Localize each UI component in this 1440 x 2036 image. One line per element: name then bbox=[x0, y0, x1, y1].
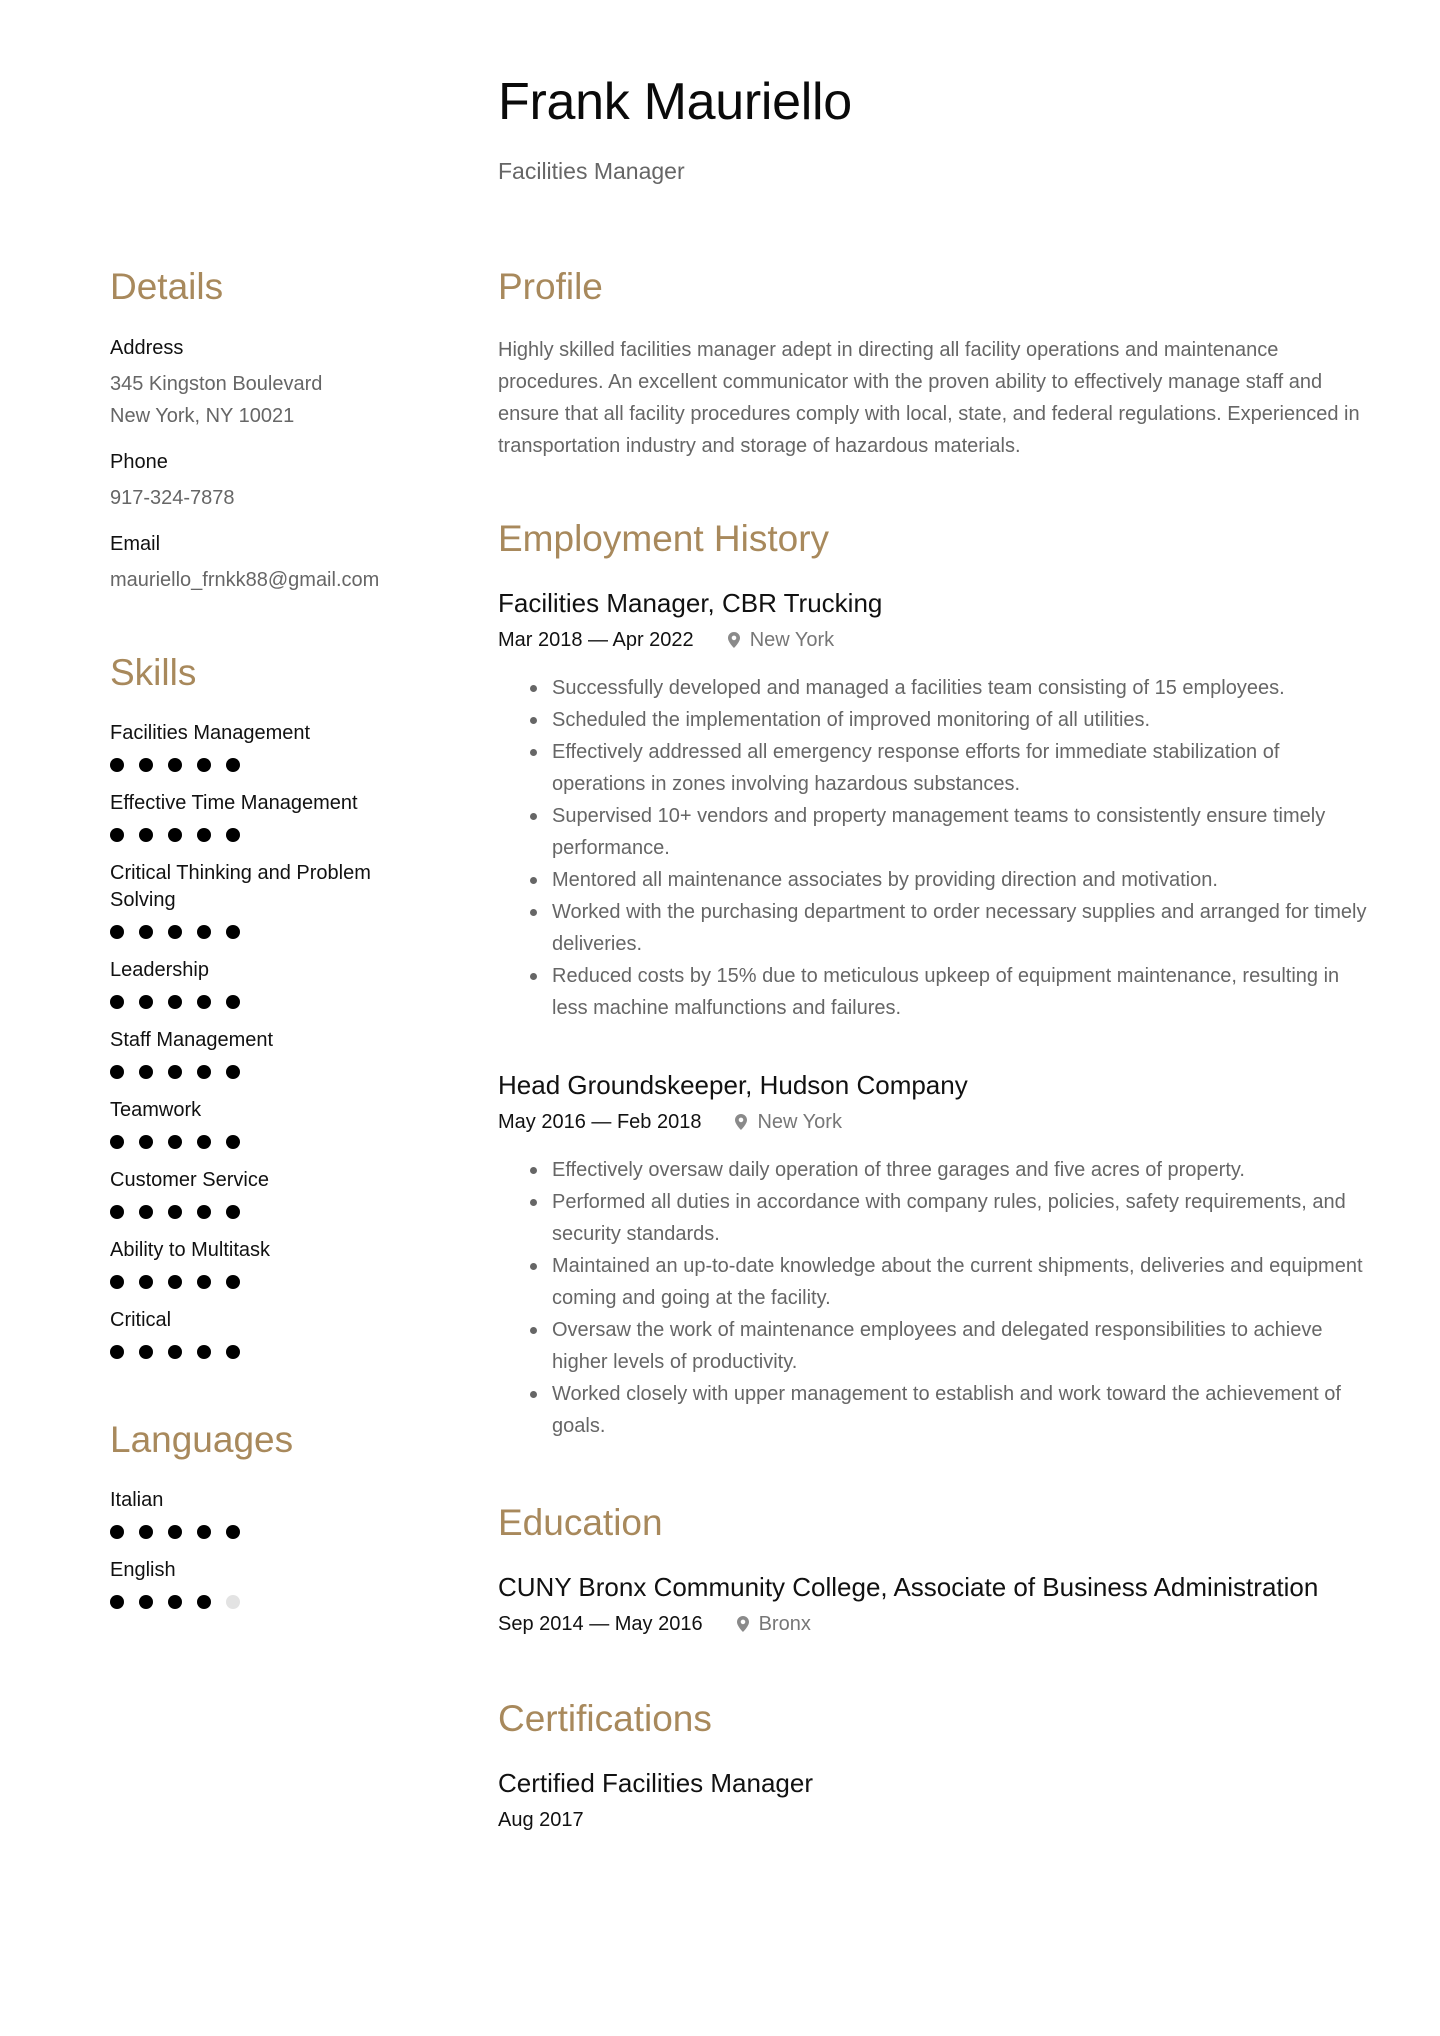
job-entry bbox=[498, 586, 1368, 1024]
skill-name: Facilities Management bbox=[110, 722, 311, 744]
resume-header bbox=[498, 70, 852, 186]
skill-name: Italian bbox=[110, 1489, 164, 1511]
details-heading: Details bbox=[110, 266, 224, 307]
job-bullet: Performed all duties in accordance with company rules, policies, safety requirements, and security standards. bbox=[552, 1186, 1368, 1250]
skill-rating bbox=[110, 828, 430, 842]
location-text: New York bbox=[749, 629, 835, 651]
skill-name: Ability to Multitask bbox=[110, 1239, 271, 1261]
job-meta bbox=[498, 1610, 1368, 1638]
languages-heading: Languages bbox=[110, 1419, 294, 1460]
skill-name: Customer Service bbox=[110, 1169, 269, 1191]
rating-dot-filled-icon bbox=[168, 995, 182, 1009]
profile-text: Highly skilled facilities manager adept in directing all facility operations and maintenance procedures. An excellent communicator with the proven ability to effectively manage staff and ensure that all facility procedures comply with local, state, and federal regulations. Experienced in transportation industry and storage of hazardous materials. bbox=[498, 339, 1360, 457]
rating-dot-filled-icon bbox=[168, 758, 182, 772]
rating-dot-filled-icon bbox=[139, 1595, 153, 1609]
certifications-list bbox=[498, 1766, 1368, 1834]
rating-dot-filled-icon bbox=[197, 828, 211, 842]
rating-dot-filled-icon bbox=[168, 1205, 182, 1219]
map-pin-icon bbox=[735, 1114, 747, 1130]
phone-label: Phone bbox=[110, 451, 168, 473]
rating-dot-filled-icon bbox=[197, 758, 211, 772]
skill-name: Critical bbox=[110, 1309, 172, 1331]
job-bullet: Effectively addressed all emergency response efforts for immediate stabilization of operations in zones involving hazardous substances. bbox=[552, 736, 1368, 800]
skill-item bbox=[110, 720, 430, 772]
skill-name: English bbox=[110, 1559, 176, 1581]
languages-list bbox=[110, 1487, 430, 1609]
job-bullets bbox=[498, 672, 1368, 1024]
rating-dot-filled-icon bbox=[197, 1275, 211, 1289]
skill-rating bbox=[110, 1345, 430, 1359]
rating-dot-filled-icon bbox=[226, 1205, 240, 1219]
rating-dot-filled-icon bbox=[110, 1135, 124, 1149]
rating-dot-filled-icon bbox=[197, 1345, 211, 1359]
job-location bbox=[737, 1610, 811, 1638]
skill-rating bbox=[110, 1135, 430, 1149]
map-pin-icon bbox=[728, 632, 740, 648]
job-location bbox=[735, 1108, 842, 1136]
rating-dot-filled-icon bbox=[139, 1205, 153, 1219]
skill-item bbox=[110, 1307, 430, 1359]
map-pin-icon bbox=[737, 1616, 749, 1632]
job-bullet: Oversaw the work of maintenance employees and delegated responsibilities to achieve higher levels of productivity. bbox=[552, 1314, 1368, 1378]
skill-rating bbox=[110, 925, 430, 939]
phone-value: 917-324-7878 bbox=[110, 487, 235, 509]
rating-dot-filled-icon bbox=[110, 1345, 124, 1359]
employment-section bbox=[498, 514, 1368, 1442]
candidate-name: Frank Mauriello bbox=[498, 73, 852, 131]
job-location bbox=[728, 626, 835, 654]
profile-heading: Profile bbox=[498, 266, 603, 307]
job-bullet: Reduced costs by 15% due to meticulous upkeep of equipment maintenance, resulting in less machine malfunctions and failures. bbox=[552, 960, 1368, 1024]
skills-section bbox=[110, 648, 430, 1359]
skill-item bbox=[110, 860, 430, 939]
skill-item bbox=[110, 1487, 430, 1539]
rating-dot-filled-icon bbox=[226, 925, 240, 939]
email-value: mauriello_frnkk88@gmail.com bbox=[110, 569, 380, 591]
skill-item bbox=[110, 1557, 430, 1609]
skill-name: Staff Management bbox=[110, 1029, 274, 1051]
rating-dot-filled-icon bbox=[226, 1275, 240, 1289]
skill-rating bbox=[110, 1275, 430, 1289]
email-label: Email bbox=[110, 533, 161, 555]
rating-dot-filled-icon bbox=[168, 1065, 182, 1079]
rating-dot-filled-icon bbox=[226, 1135, 240, 1149]
rating-dot-filled-icon bbox=[139, 828, 153, 842]
job-bullet: Scheduled the implementation of improved monitoring of all utilities. bbox=[552, 704, 1368, 736]
sidebar bbox=[110, 262, 430, 1609]
location-text: New York bbox=[757, 1111, 842, 1133]
address-block bbox=[110, 334, 430, 432]
rating-dot-filled-icon bbox=[139, 758, 153, 772]
rating-dot-empty-icon bbox=[226, 1595, 240, 1609]
rating-dot-filled-icon bbox=[139, 1345, 153, 1359]
rating-dot-filled-icon bbox=[226, 1065, 240, 1079]
rating-dot-filled-icon bbox=[226, 995, 240, 1009]
skill-name: Critical Thinking and Problem Solving bbox=[110, 862, 371, 911]
skills-heading: Skills bbox=[110, 652, 197, 693]
rating-dot-filled-icon bbox=[110, 1205, 124, 1219]
certifications-section bbox=[498, 1694, 1368, 1834]
certifications-heading: Certifications bbox=[498, 1698, 712, 1739]
rating-dot-filled-icon bbox=[168, 925, 182, 939]
skill-name: Teamwork bbox=[110, 1099, 202, 1121]
job-bullet: Maintained an up-to-date knowledge about the current shipments, deliveries and equipment coming and going at the facility. bbox=[552, 1250, 1368, 1314]
job-bullet: Successfully developed and managed a facilities team consisting of 15 employees. bbox=[552, 672, 1368, 704]
skill-rating bbox=[110, 1205, 430, 1219]
rating-dot-filled-icon bbox=[197, 1065, 211, 1079]
rating-dot-filled-icon bbox=[197, 1135, 211, 1149]
skill-name: Effective Time Management bbox=[110, 792, 358, 814]
skill-item bbox=[110, 1167, 430, 1219]
rating-dot-filled-icon bbox=[139, 1525, 153, 1539]
skill-rating bbox=[110, 758, 430, 772]
languages-section bbox=[110, 1415, 430, 1609]
rating-dot-filled-icon bbox=[197, 995, 211, 1009]
job-bullet: Effectively oversaw daily operation of three garages and five acres of property. bbox=[552, 1154, 1368, 1186]
skill-item bbox=[110, 790, 430, 842]
job-meta bbox=[498, 1108, 1368, 1136]
skills-list bbox=[110, 720, 430, 1359]
certification-entry bbox=[498, 1766, 1368, 1834]
education-entry bbox=[498, 1570, 1368, 1638]
job-dates: May 2016 — Feb 2018 bbox=[498, 1111, 702, 1133]
employment-heading: Employment History bbox=[498, 518, 830, 559]
job-entry bbox=[498, 1068, 1368, 1442]
rating-dot-filled-icon bbox=[139, 1275, 153, 1289]
education-title: CUNY Bronx Community College, Associate of Business Administration bbox=[498, 1572, 1319, 1602]
skill-item bbox=[110, 1097, 430, 1149]
skill-item bbox=[110, 1237, 430, 1289]
rating-dot-filled-icon bbox=[110, 1065, 124, 1079]
job-dates: Mar 2018 — Apr 2022 bbox=[498, 629, 694, 651]
job-title: Facilities Manager, CBR Trucking bbox=[498, 588, 883, 618]
rating-dot-filled-icon bbox=[197, 1525, 211, 1539]
rating-dot-filled-icon bbox=[168, 1595, 182, 1609]
rating-dot-filled-icon bbox=[110, 995, 124, 1009]
skill-rating bbox=[110, 1065, 430, 1079]
rating-dot-filled-icon bbox=[168, 828, 182, 842]
certification-date: Aug 2017 bbox=[498, 1809, 584, 1831]
email-block bbox=[110, 530, 430, 596]
job-meta bbox=[498, 626, 1368, 654]
job-bullet: Mentored all maintenance associates by providing direction and motivation. bbox=[552, 864, 1368, 896]
job-title: Head Groundskeeper, Hudson Company bbox=[498, 1070, 968, 1100]
rating-dot-filled-icon bbox=[168, 1135, 182, 1149]
rating-dot-filled-icon bbox=[110, 925, 124, 939]
rating-dot-filled-icon bbox=[110, 1595, 124, 1609]
rating-dot-filled-icon bbox=[226, 828, 240, 842]
skill-name: Leadership bbox=[110, 959, 209, 981]
rating-dot-filled-icon bbox=[197, 1595, 211, 1609]
job-bullets bbox=[498, 1154, 1368, 1442]
rating-dot-filled-icon bbox=[168, 1525, 182, 1539]
jobs-list bbox=[498, 586, 1368, 1442]
education-list bbox=[498, 1570, 1368, 1638]
rating-dot-filled-icon bbox=[110, 1525, 124, 1539]
address-label: Address bbox=[110, 337, 184, 359]
rating-dot-filled-icon bbox=[110, 758, 124, 772]
skill-item bbox=[110, 957, 430, 1009]
location-text: Bronx bbox=[758, 1613, 811, 1635]
rating-dot-filled-icon bbox=[139, 1135, 153, 1149]
rating-dot-filled-icon bbox=[226, 758, 240, 772]
rating-dot-filled-icon bbox=[197, 1205, 211, 1219]
job-bullet: Worked with the purchasing department to order necessary supplies and arranged for timely deliveries. bbox=[552, 896, 1368, 960]
rating-dot-filled-icon bbox=[226, 1525, 240, 1539]
candidate-title: Facilities Manager bbox=[498, 158, 685, 184]
rating-dot-filled-icon bbox=[226, 1345, 240, 1359]
rating-dot-filled-icon bbox=[110, 828, 124, 842]
rating-dot-filled-icon bbox=[139, 995, 153, 1009]
education-heading: Education bbox=[498, 1502, 663, 1543]
rating-dot-filled-icon bbox=[139, 1065, 153, 1079]
phone-block bbox=[110, 448, 430, 514]
address-line1: 345 Kingston Boulevard bbox=[110, 373, 323, 395]
rating-dot-filled-icon bbox=[168, 1345, 182, 1359]
skill-rating bbox=[110, 1595, 430, 1609]
education-dates: Sep 2014 — May 2016 bbox=[498, 1613, 703, 1635]
education-section bbox=[498, 1498, 1368, 1638]
details-section bbox=[110, 262, 430, 596]
certification-title: Certified Facilities Manager bbox=[498, 1768, 814, 1798]
profile-section bbox=[498, 262, 1368, 462]
skill-rating bbox=[110, 995, 430, 1009]
rating-dot-filled-icon bbox=[139, 925, 153, 939]
job-bullet: Worked closely with upper management to establish and work toward the achievement of goals. bbox=[552, 1378, 1368, 1442]
rating-dot-filled-icon bbox=[110, 1275, 124, 1289]
address-line2: New York, NY 10021 bbox=[110, 405, 295, 427]
rating-dot-filled-icon bbox=[168, 1275, 182, 1289]
rating-dot-filled-icon bbox=[197, 925, 211, 939]
skill-item bbox=[110, 1027, 430, 1079]
job-bullet: Supervised 10+ vendors and property management teams to consistently ensure timely performance. bbox=[552, 800, 1368, 864]
skill-rating bbox=[110, 1525, 430, 1539]
main-content bbox=[498, 262, 1368, 1834]
